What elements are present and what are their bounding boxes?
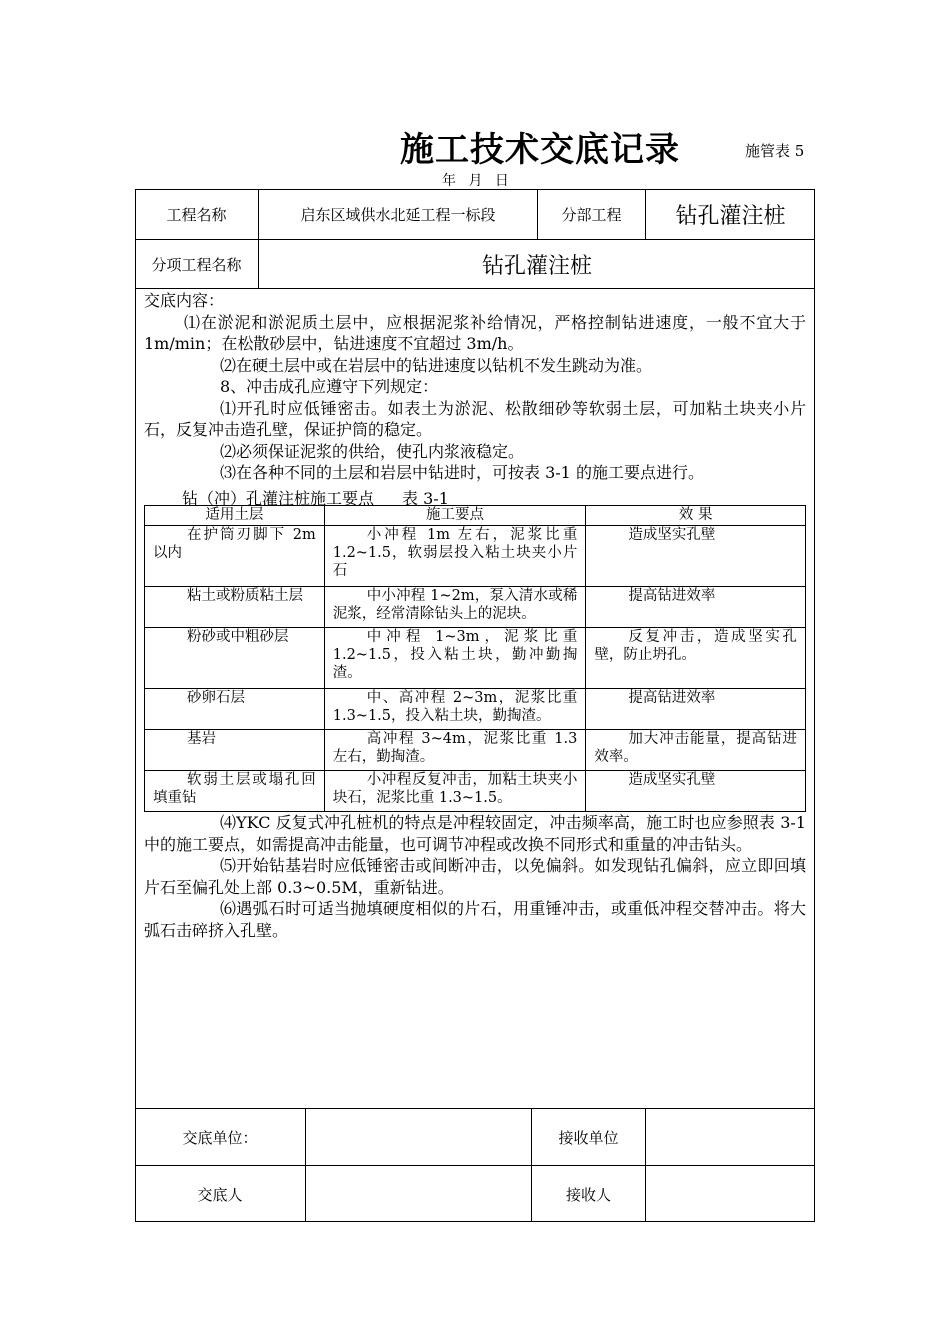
- content-paragraph: ⑹遇弧石时可适当抛填硬度相似的片石，用重锤冲击，或重低冲程交替冲击。将大弧石击碎挤入孔壁。: [144, 899, 806, 940]
- issuer-label: 交底人: [197, 1185, 243, 1204]
- division-value: 钻孔灌注桩: [675, 203, 786, 229]
- header-effect: 效 果: [586, 506, 806, 526]
- cell-key-points: 中冲程 1~3m，泥浆比重 1.2~1.5，投入粘土块，勤冲勤掏渣。: [332, 629, 578, 681]
- disclosure-content-continued: [144, 812, 806, 941]
- subitem-value: 钻孔灌注桩: [481, 253, 592, 279]
- receiver-unit-field[interactable]: [646, 1109, 815, 1165]
- table-row: [145, 628, 806, 689]
- content-paragraph: ⑶在各种不同的土层和岩层中钻进时，可按表 3-1 的施工要点进行。: [220, 463, 704, 482]
- table-number: 表 3-1: [402, 489, 449, 508]
- receiver-label: 接收人: [565, 1185, 611, 1204]
- table-row: [145, 689, 806, 730]
- issuer-unit-field[interactable]: [306, 1109, 531, 1165]
- cell-soil-layer: 砂卵石层: [187, 690, 245, 706]
- project-name-value: 启东区域供水北延工程一标段: [300, 205, 496, 224]
- page-title: 施工技术交底记录: [400, 130, 680, 170]
- header-soil-layer: 适用土层: [145, 506, 325, 526]
- cell-key-points: 小冲程反复冲击，加粘土块夹小块石，泥浆比重 1.3~1.5。: [332, 772, 578, 806]
- cell-effect: 提高钻进效率: [628, 588, 716, 604]
- content-paragraph: 8、冲击成孔应遵守下列规定：: [220, 377, 439, 396]
- form-number: 施管表 5: [745, 142, 805, 160]
- divider: [135, 288, 815, 289]
- division-label: 分部工程: [561, 205, 622, 224]
- cell-soil-layer: 软弱土层或塌孔回填重钻: [153, 772, 316, 806]
- cell-effect: 反复冲击，造成坚实孔壁，防止坍孔。: [594, 629, 797, 663]
- cell-soil-layer: 在护筒刃脚下 2m 以内: [153, 527, 316, 561]
- cell-effect: 造成坚实孔壁: [628, 527, 716, 543]
- content-paragraph: ⑴在淤泥和淤泥质土层中，应根据泥浆补给情况，严格控制钻进速度，一般不宜大于 1m/min；在松散砂层中，钻进速度不宜超过 3m/h。: [144, 312, 806, 353]
- content-paragraph: ⑵必须保证泥浆的供给，使孔内浆液稳定。: [220, 441, 525, 461]
- cell-soil-layer: 基岩: [187, 731, 216, 747]
- cell-key-points: 小冲程 1m 左右，泥浆比重 1.2~1.5，软弱层投入粘土块夹小片石: [332, 527, 578, 579]
- table-row: [145, 771, 806, 812]
- issuer-unit-label: 交底单位：: [182, 1128, 258, 1147]
- content-paragraph: ⑷YKC 反复式冲孔桩机的特点是冲程较固定，冲击频率高，施工时也应参照表 3-1 中的施工要点，如需提高冲击能量，也可调节冲程或改换不同形式和重量的冲击钻头。: [144, 813, 806, 854]
- project-name-label: 工程名称: [166, 205, 227, 224]
- cell-key-points: 中、高冲程 2~3m，泥浆比重 1.3~1.5，投入粘土块，勤掏渣。: [332, 690, 578, 724]
- content-paragraph: ⑵在硬土层中或在岩层中的钻进速度以钻机不发生跳动为准。: [220, 355, 653, 375]
- date-line: 年 月 日: [442, 173, 509, 189]
- construction-points-table: [144, 505, 806, 812]
- table-row: [145, 587, 806, 628]
- cell-soil-layer: 粘土或粉质粘土层: [187, 588, 303, 604]
- cell-soil-layer: 粉砂或中粗砂层: [187, 629, 289, 645]
- issuer-field[interactable]: [306, 1166, 531, 1222]
- cell-effect: 造成坚实孔壁: [628, 772, 716, 788]
- disclosure-content: [144, 290, 806, 484]
- table-row: [145, 526, 806, 587]
- content-heading: 交底内容：: [144, 291, 225, 310]
- subitem-label: 分项工程名称: [151, 255, 242, 274]
- cell-effect: 加大冲击能量，提高钻进效率。: [594, 731, 797, 765]
- header-key-points: 施工要点: [324, 506, 586, 526]
- table-caption-text: 钻（冲）孔灌注桩施工要点: [182, 489, 375, 508]
- content-paragraph: ⑴开孔时应低锤密击。如表土为淤泥、松散细砂等软弱土层，可加粘土块夹小片石，反复冲击造孔壁，保证护筒的稳定。: [144, 398, 806, 439]
- content-paragraph: ⑸开始钻基岩时应低锤密击或间断冲击，以免偏斜。如发现钻孔偏斜，应立即回填片石至偏孔处上部 0.3~0.5M，重新钻进。: [144, 856, 806, 897]
- table-header-row: [145, 506, 806, 526]
- receiver-unit-label: 接收单位: [558, 1128, 619, 1147]
- receiver-field[interactable]: [646, 1166, 815, 1222]
- table-row: [145, 730, 806, 771]
- cell-key-points: 中小冲程 1~2m，泵入清水或稀泥浆，经常清除钻头上的泥块。: [332, 588, 578, 622]
- cell-key-points: 高冲程 3~4m，泥浆比重 1.3 左右，勤掏渣。: [332, 731, 578, 765]
- cell-effect: 提高钻进效率: [628, 690, 716, 706]
